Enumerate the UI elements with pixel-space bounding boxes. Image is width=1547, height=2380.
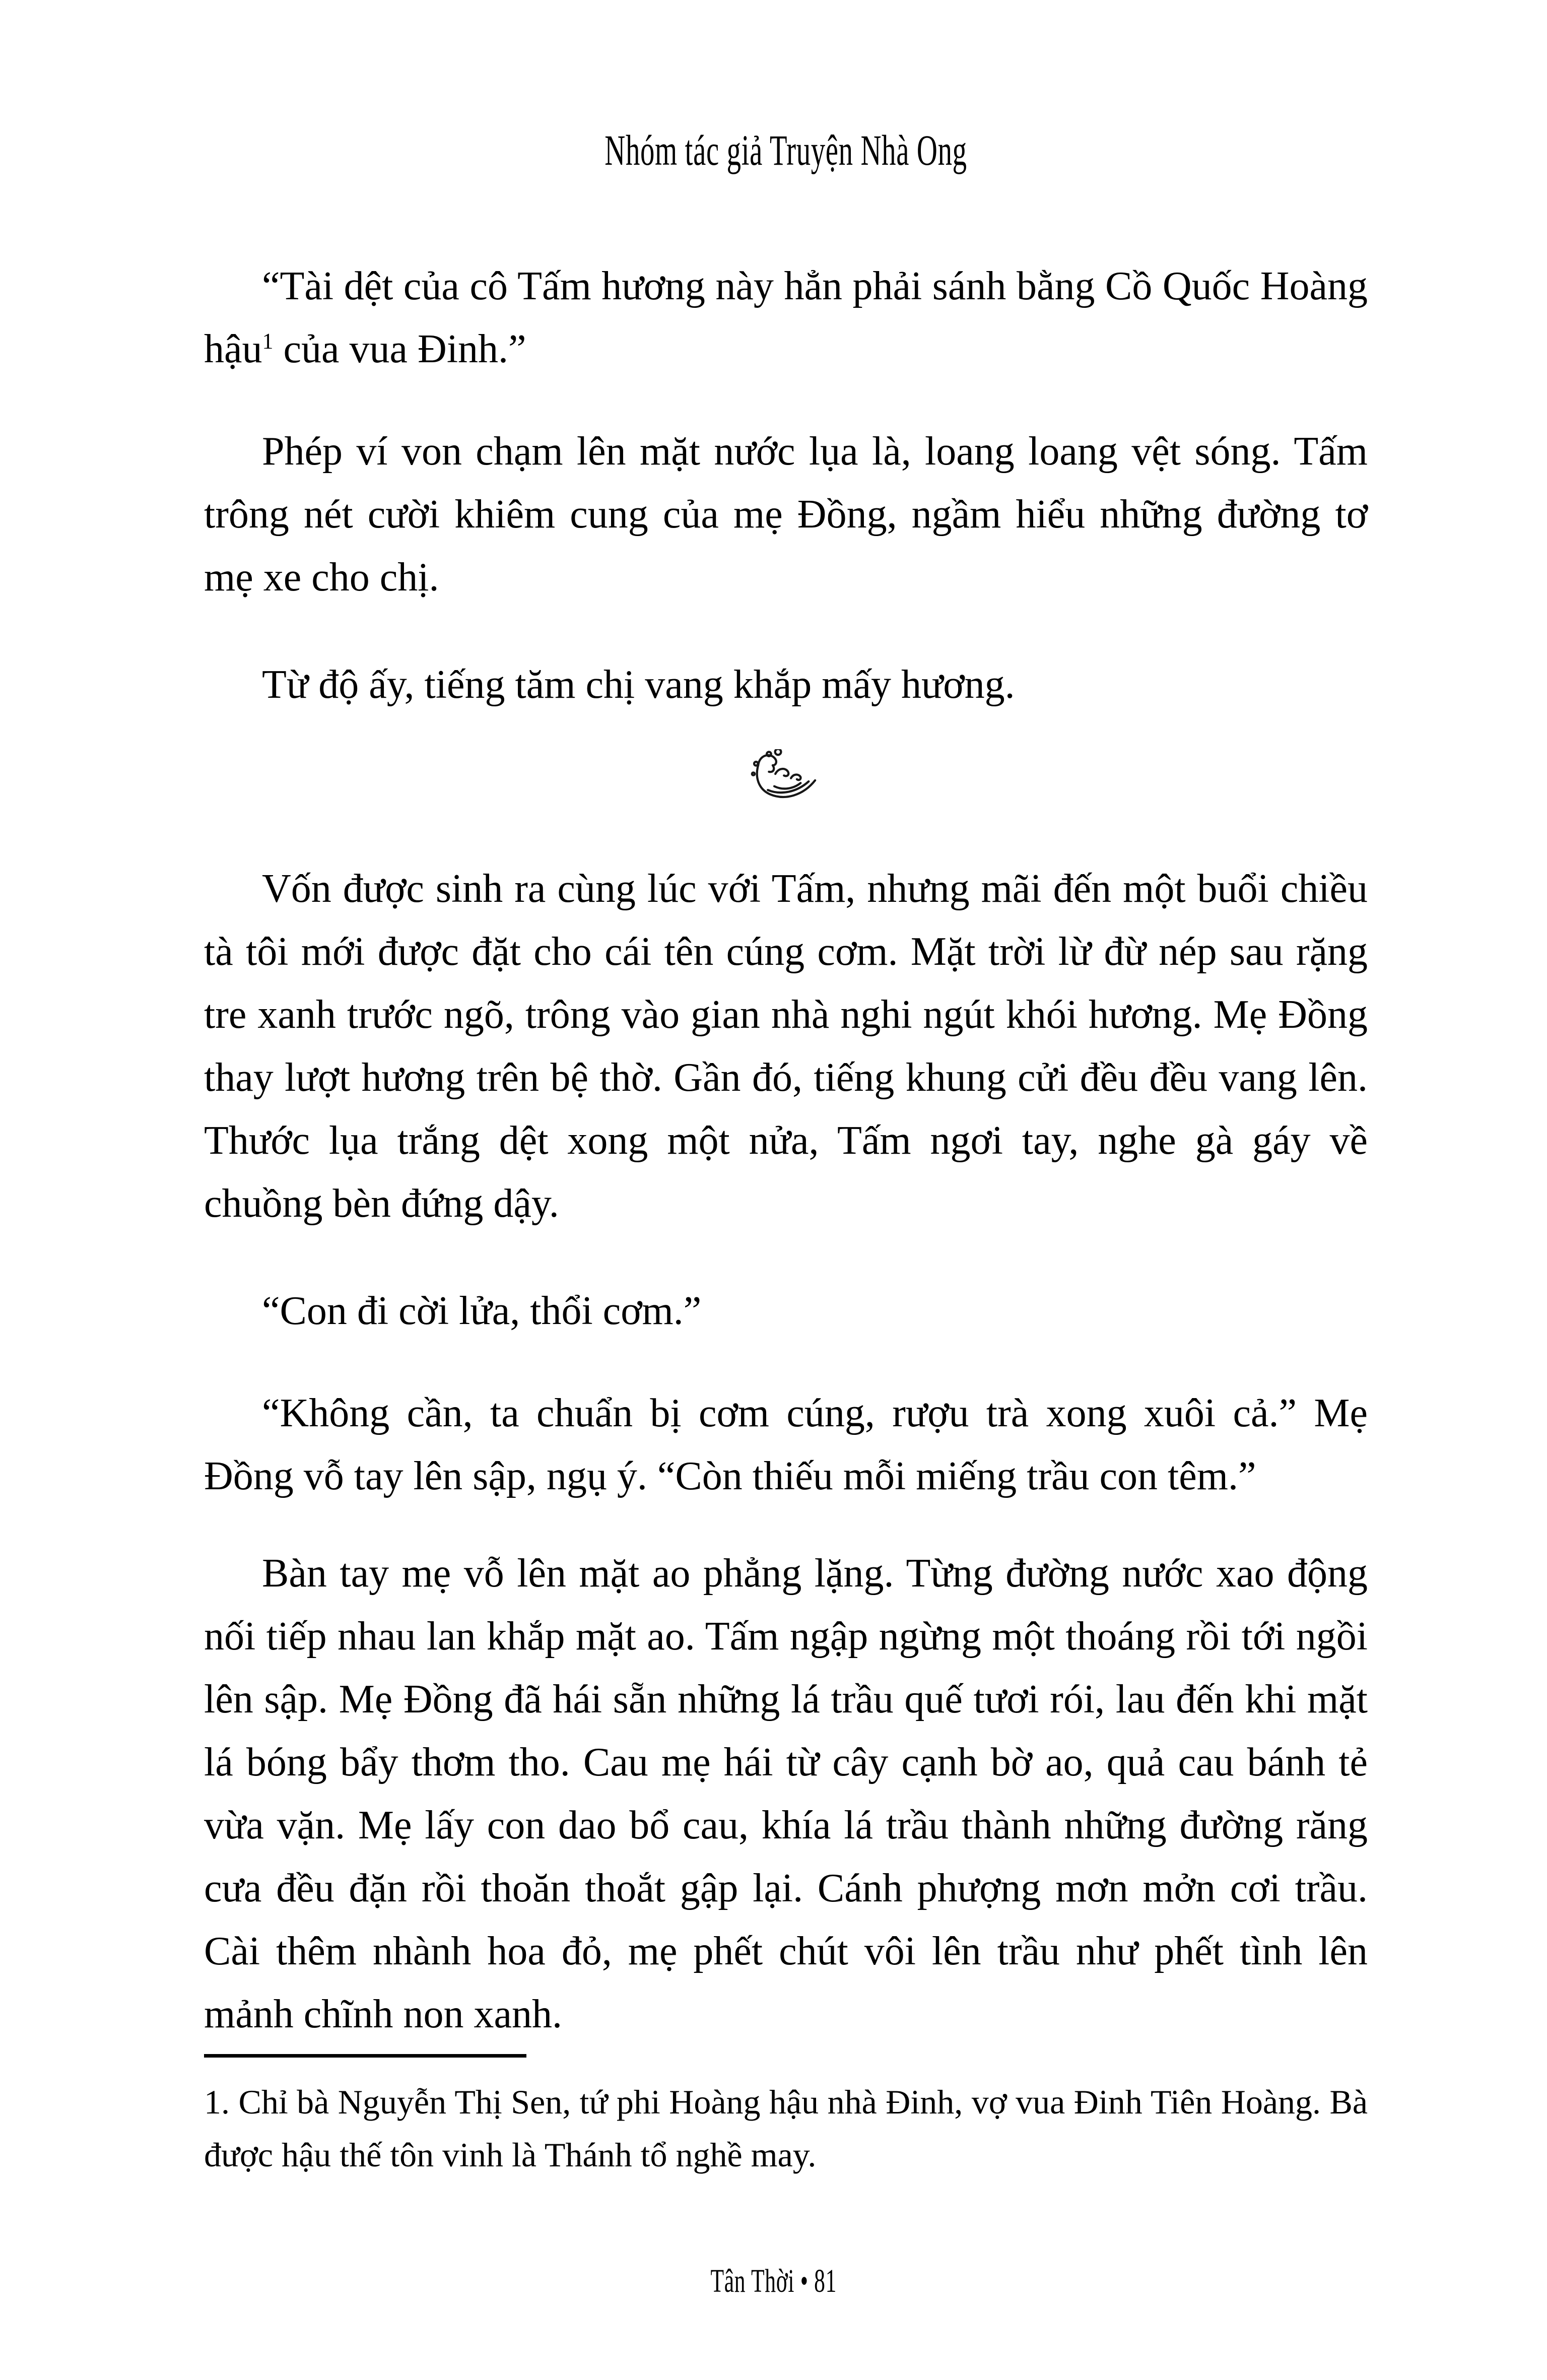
paragraph-text-continuation: của vua Đinh.” xyxy=(273,327,526,371)
wave-ornament-icon xyxy=(749,749,823,806)
paragraph-von-duoc-sinh-ra: Vốn được sinh ra cùng lúc với Tấm, nhưng mãi đến một buổi chiều tà tôi mới được đặt cho cái tên cúng cơm. Mặt trời lừ đừ nép sau rặng tre xanh trước ngõ, trông vào gian nhà nghi ngút khói hương. Mẹ Đồng thay lượt hương trên bệ thờ. Gần đó, tiếng khung cửi đều đều vang lên. Thước lụa trắng dệt xong một nửa, Tấm ngơi tay, nghe gà gáy về chuồng bèn đứng dậy. xyxy=(204,867,1368,1226)
page-footer-text: Tân Thời • 81 xyxy=(710,2263,837,2299)
paragraph-phep-vi-von: Phép ví von chạm lên mặt nước lụa là, loang loang vệt sóng. Tấm trông nét cười khiêm cung của mẹ Đồng, ngầm hiểu những đường tơ mẹ xe cho chị. xyxy=(204,429,1368,600)
running-header-text: Nhóm tác giả Truyện Nhà Ong xyxy=(604,126,967,174)
footnote-reference: 1 xyxy=(262,328,274,354)
footnote-separator-rule xyxy=(204,2054,526,2058)
paragraph-tu-do-ay: Từ độ ấy, tiếng tăm chị vang khắp mấy hương. xyxy=(262,663,1015,707)
page-content xyxy=(204,0,1368,2181)
paragraph-text: “Tài dệt của cô Tấm hương này hẳn phải sánh bằng Cồ Quốc Hoàng hậu xyxy=(204,264,1368,371)
running-header xyxy=(204,125,1368,175)
paragraph-dialogue-khong-can: “Không cần, ta chuẩn bị cơm cúng, rượu trà xong xuôi cả.” Mẹ Đồng vỗ tay lên sập, ngụ ý. “Còn thiếu mỗi miếng trầu con têm.” xyxy=(204,1391,1368,1498)
paragraph-ban-tay-me: Bàn tay mẹ vỗ lên mặt ao phẳng lặng. Từng đường nước xao động nối tiếp nhau lan khắp mặt ao. Tấm ngập ngừng một thoáng rồi tới ngồi lên sập. Mẹ Đồng đã hái sẵn những lá trầu quế tươi rói, lau đến khi mặt lá bóng bẩy thơm tho. Cau mẹ hái từ cây cạnh bờ ao, quả cau bánh tẻ vừa vặn. Mẹ lấy con dao bổ cau, khía lá trầu thành những đường răng cưa đều đặn rồi thoăn thoắt gập lại. Cánh phượng mơn mởn cơi trầu. Cài thêm nhành hoa đỏ, mẹ phết chút vôi lên trầu như phết tình lên mảnh chĩnh non xanh. xyxy=(204,1551,1368,2036)
section-break xyxy=(204,749,1368,807)
paragraph-dialogue-tai-det xyxy=(204,255,1368,381)
footnote-text: 1. Chỉ bà Nguyễn Thị Sen, tứ phi Hoàng hậu nhà Đinh, vợ vua Đinh Tiên Hoàng. Bà được hậu thế tôn vinh là Thánh tổ nghề may. xyxy=(204,2083,1368,2174)
paragraph-dialogue-con-di-coi-lua: “Con đi cời lửa, thổi cơm.” xyxy=(262,1289,702,1333)
page-footer xyxy=(0,2261,1547,2301)
